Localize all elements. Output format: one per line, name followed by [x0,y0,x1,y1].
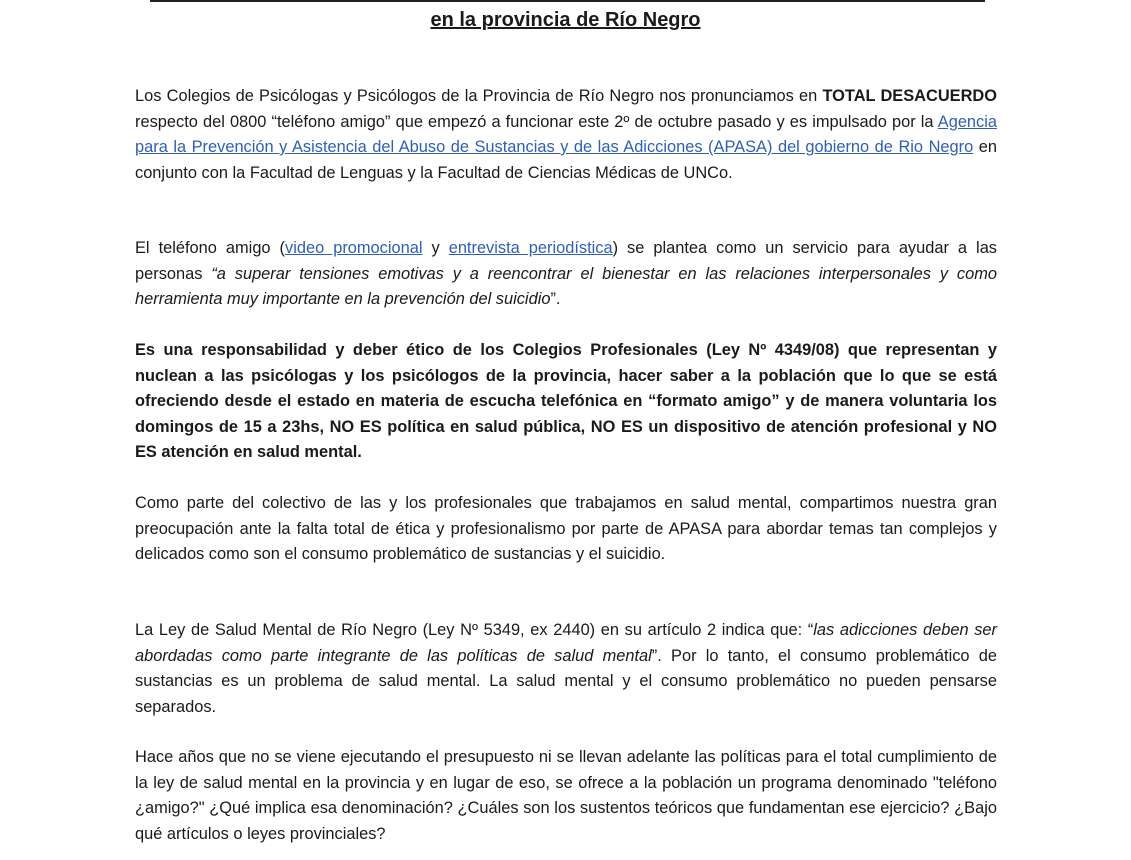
paragraph-5-text-1: La Ley de Salud Mental de Río Negro (Ley Nº 5349, ex 2440) en su artículo 2 indica que: “ [135,621,814,639]
title-underline-top [150,0,985,2]
paragraph-6 [135,745,997,847]
paragraph-3-bold-text: Es una responsabilidad y deber ético de los Colegios Profesionales (Ley Nº 4349/08) que representan y nuclean a las psicólogas y los psicólogos de la provincia, hacer saber a la población que lo que se está ofreciendo desde el estado en materia de escucha telefónica en “formato amigo” y de manera voluntaria los domingos de 15 a 23hs, NO ES política en salud pública, NO ES un dispositivo de atención profesional y NO ES atención en salud mental. [135,341,997,461]
total-desacuerdo-text: TOTAL DESACUERDO [822,87,998,105]
paragraph-2-quote: “a superar tensiones emotivas y a reencontrar el bienestar en las relaciones interpersonales y como herramienta muy importante en la prevención del suicidio [135,264,997,308]
paragraph-3 [135,338,997,466]
paragraph-2-text-4: ”. [550,290,561,308]
paragraph-2-text-1: El teléfono amigo ( [135,239,286,257]
paragraph-2 [135,236,997,313]
apasa-link[interactable]: Agencia para la Prevención y Asistencia del Abuso de Sustancias y de las Adicciones (APASA) del gobierno de Rio Negro [135,112,997,156]
paragraph-5-quote: las adicciones deben ser abordadas como parte integrante de las políticas de salud mental [135,621,997,665]
paragraph-1-text-2: respecto del 0800 “teléfono amigo” que empezó a funcionar este 2º de octubre pasado y es impulsado por la [135,112,938,131]
video-promocional-link[interactable]: video promocional [285,239,423,257]
paragraph-6-text: Hace años que no se viene ejecutando el presupuesto ni se llevan adelante las políticas para el total cumplimiento de la ley de salud mental en la provincia y en lugar de eso, se ofrece a la población un programa denominado "teléfono ¿amigo?" ¿Qué implica esa denominación? ¿Cuáles son los sustentos teóricos que fundamentan ese ejercicio? ¿Bajo qué artículos o leyes provinciales? [135,748,997,843]
paragraph-4-text: Como parte del colectivo de las y los profesionales que trabajamos en salud mental, compartimos nuestra gran preocupación ante la falta total de ética y profesionalismo por parte de APASA para abordar temas tan complejos y delicados como son el consumo problemático de sustancias y el suicidio. [135,494,997,563]
paragraph-2-text-3: ) se plantea como un servicio para ayudar a las personas [135,239,998,283]
paragraph-1 [135,84,997,186]
document-title: en la provincia de Río Negro [430,9,701,31]
paragraph-5-text-2: ”. Por lo tanto, el consumo problemático de sustancias es un problema de salud mental. La salud mental y el consumo problemático no pueden pensarse separados. [135,646,997,716]
entrevista-periodistica-link[interactable]: entrevista periodística [448,239,613,257]
paragraph-5 [135,618,997,720]
paragraph-4 [135,491,997,568]
paragraph-1-text-3: en conjunto con la Facultad de Lenguas y la Facultad de Ciencias Médicas de UNCo. [135,138,997,182]
paragraph-2-text-2: y [422,239,449,257]
paragraph-1-text-1: Los Colegios de Psicólogas y Psicólogos de la Provincia de Río Negro nos pronunciamos en [135,87,823,105]
